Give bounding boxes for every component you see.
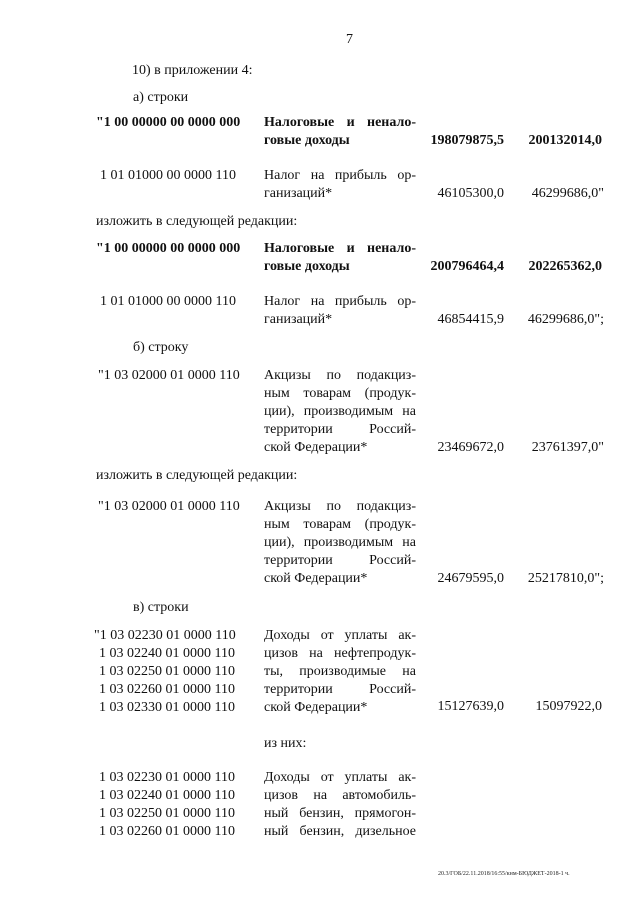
replace-phrase: изложить в следующей редакции: [96, 468, 298, 483]
row-name: Налог на прибыль ор- ганизаций* [264, 294, 416, 327]
footer-reference: 20.3/ГОБ/22.11.2018/16:55/кнм-БЮДЖЕТ-2018-1 ч. [438, 871, 570, 877]
row-value-1: 200796464,4 [430, 259, 504, 274]
row-value-2: 46299686,0" [531, 186, 604, 201]
row-value-1: 15127639,0 [437, 699, 504, 714]
subitem-v: в) строки [133, 600, 189, 615]
row-name: Налоговые и ненало- говые доходы [264, 241, 416, 274]
page-number: 7 [346, 32, 353, 47]
of-which-phrase: из них: [264, 736, 307, 751]
subitem-a: а) строки [133, 90, 189, 105]
row-value-2: 46299686,0"; [527, 312, 604, 327]
row-value-1: 46854415,9 [437, 312, 504, 327]
row-code: "1 00 00000 00 0000 000 [96, 115, 241, 130]
row-value-2: 202265362,0 [528, 259, 602, 274]
row-value-1: 23469672,0 [437, 440, 504, 455]
item-heading: 10) в приложении 4: [132, 63, 253, 78]
row-value-2: 25217810,0"; [527, 571, 604, 586]
row-value-2: 200132014,0 [528, 133, 602, 148]
row-code: 1 01 01000 00 0000 110 [100, 168, 236, 183]
row-value-1: 24679595,0 [437, 571, 504, 586]
row-codes: 1 03 02230 01 0000 110 1 03 02240 01 0000 110 1 03 02250 01 0000 110 1 03 02260 01 0000 110 [99, 770, 235, 839]
row-name: Доходы от уплаты ак- цизов на нефтепродук- ты, производимые на территории Россий- ской Федерации* [264, 628, 416, 715]
row-name: Акцизы по подакциз- ным товарам (продук- ции), производимым на территории Россий- ской Федерации* [264, 368, 416, 455]
row-name: Доходы от уплаты ак- цизов на автомобиль- ный бензин, прямогон- ный бензин, дизельное [264, 770, 416, 839]
subitem-b: б) строку [133, 340, 189, 355]
row-code: "1 03 02000 01 0000 110 [98, 368, 240, 383]
replace-phrase: изложить в следующей редакции: [96, 214, 298, 229]
row-value-1: 198079875,5 [430, 133, 504, 148]
row-code: "1 03 02000 01 0000 110 [98, 499, 240, 514]
row-code: 1 01 01000 00 0000 110 [100, 294, 236, 309]
row-name: Налог на прибыль ор- ганизаций* [264, 168, 416, 201]
row-value-1: 46105300,0 [437, 186, 504, 201]
row-value-2: 15097922,0 [535, 699, 602, 714]
row-codes: "1 03 02230 01 0000 110 1 03 02240 01 0000 110 1 03 02250 01 0000 110 1 03 02260 01 0000 110 1 03 02330 01 0000 110 [94, 628, 236, 715]
row-name: Акцизы по подакциз- ным товарам (продук- ции), производимым на территории Россий- ской Федерации* [264, 499, 416, 586]
row-code: "1 00 00000 00 0000 000 [96, 241, 241, 256]
row-value-2: 23761397,0" [531, 440, 604, 455]
row-name: Налоговые и ненало- говые доходы [264, 115, 416, 148]
